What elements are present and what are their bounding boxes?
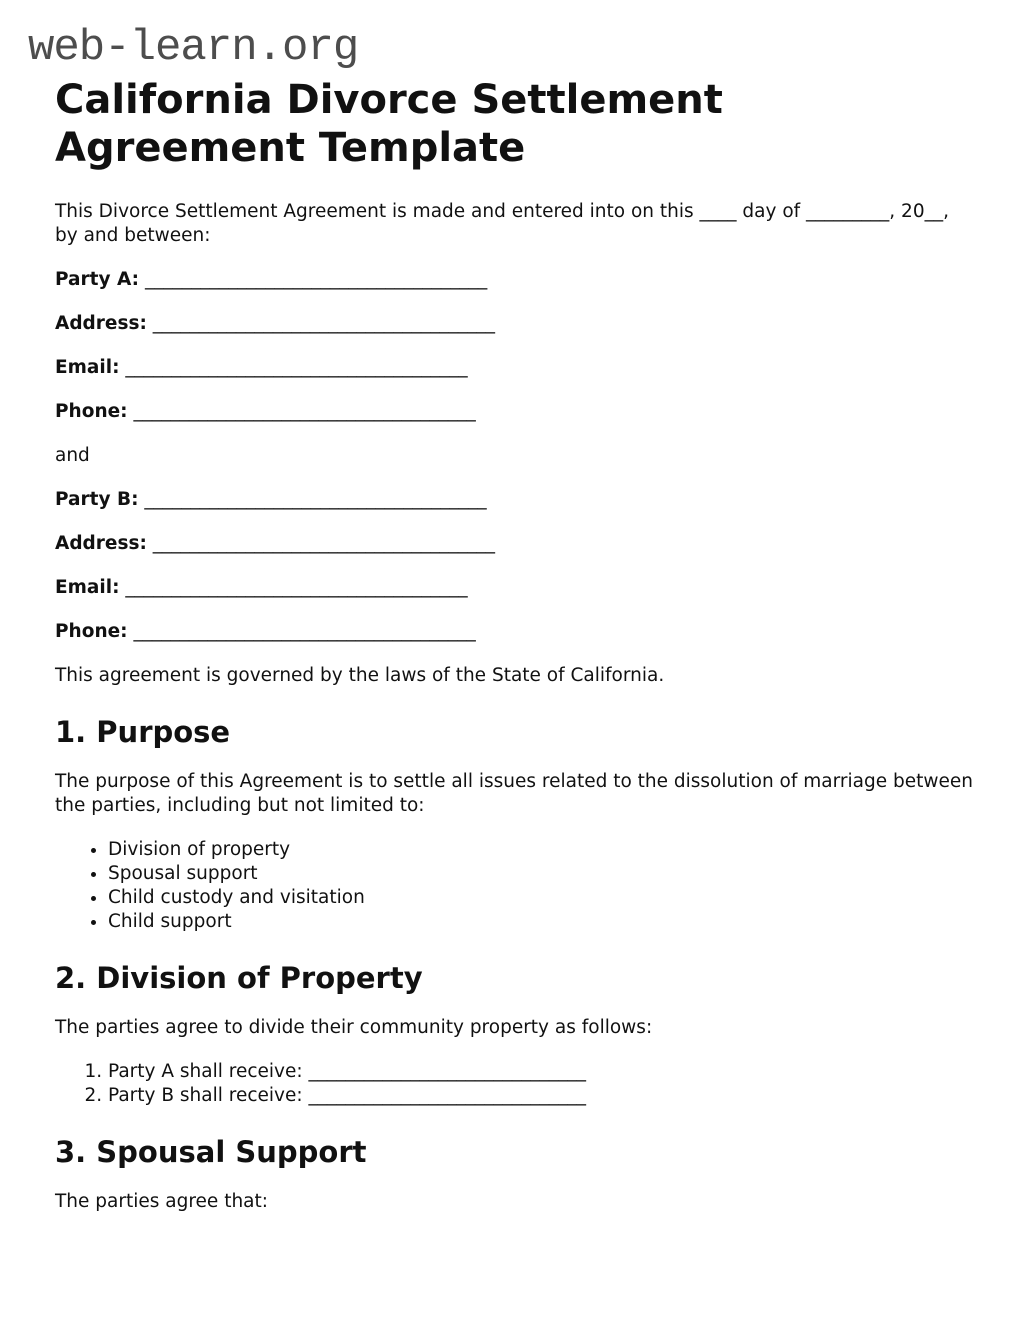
list-item: • Spousal support: [108, 862, 975, 886]
list-item: • Division of property: [108, 838, 975, 862]
blank-line: ______________________________: [308, 1085, 587, 1106]
field-party-b: [55, 488, 975, 512]
blank-line: ______________________________: [308, 1061, 586, 1082]
field-party-b-address: [55, 532, 975, 556]
list-item: [108, 1060, 975, 1084]
field-party-a: [55, 268, 975, 292]
field-label-party-a: Party A:: [55, 269, 140, 290]
purpose-bullet-list: [55, 838, 975, 934]
blank-line: _____________________________________: [144, 489, 487, 510]
field-party-a-address: [55, 312, 975, 336]
list-item: • Child support: [108, 910, 975, 934]
blank-line: _____________________________________: [125, 577, 468, 598]
division-numbered-list: [55, 1060, 975, 1108]
blank-line: _____________________________________: [125, 357, 468, 378]
section-heading-division-of-property: 2. Division of Property: [55, 961, 423, 995]
field-label-email: Email:: [55, 357, 120, 378]
section-heading-purpose: 1. Purpose: [55, 715, 231, 749]
field-party-a-email: [55, 356, 975, 380]
field-label-email: Email:: [55, 577, 120, 598]
field-label-address: Address:: [55, 533, 147, 554]
field-label-phone: Phone:: [55, 621, 128, 642]
list-item: • Child custody and visitation: [108, 886, 975, 910]
field-label-phone: Phone:: [55, 401, 128, 422]
blank-line: _____________________________________: [133, 621, 476, 642]
field-label-party-b: Party B:: [55, 489, 139, 510]
field-label-address: Address:: [55, 313, 147, 334]
list-item: [108, 1084, 975, 1108]
connector-text: and: [55, 445, 90, 466]
field-party-b-phone: [55, 620, 975, 644]
field-party-b-email: [55, 576, 975, 600]
field-party-a-phone: [55, 400, 975, 424]
site-brand: web-learn.org: [28, 23, 359, 73]
numbered-item-label: Party B shall receive:: [108, 1085, 303, 1106]
blank-line: _____________________________________: [133, 401, 476, 422]
intro-paragraph: This Divorce Settlement Agreement is made and entered into on this ____ day of _________, 20__, by and between:: [55, 201, 949, 246]
purpose-paragraph: The purpose of this Agreement is to settle all issues related to the dissolution of marriage between the parties, including but not limited to:: [55, 771, 973, 816]
blank-line: _____________________________________: [152, 533, 496, 554]
blank-line: _____________________________________: [144, 269, 488, 290]
division-paragraph: The parties agree to divide their community property as follows:: [55, 1017, 653, 1038]
governing-law-text: This agreement is governed by the laws of the State of California.: [55, 665, 665, 686]
section-heading-spousal-support: 3. Spousal Support: [55, 1135, 367, 1169]
blank-line: _____________________________________: [152, 313, 496, 334]
page-title: California Divorce Settlement Agreement Template: [55, 77, 723, 171]
numbered-item-label: Party A shall receive:: [108, 1061, 303, 1082]
spousal-support-paragraph: The parties agree that:: [55, 1191, 268, 1212]
